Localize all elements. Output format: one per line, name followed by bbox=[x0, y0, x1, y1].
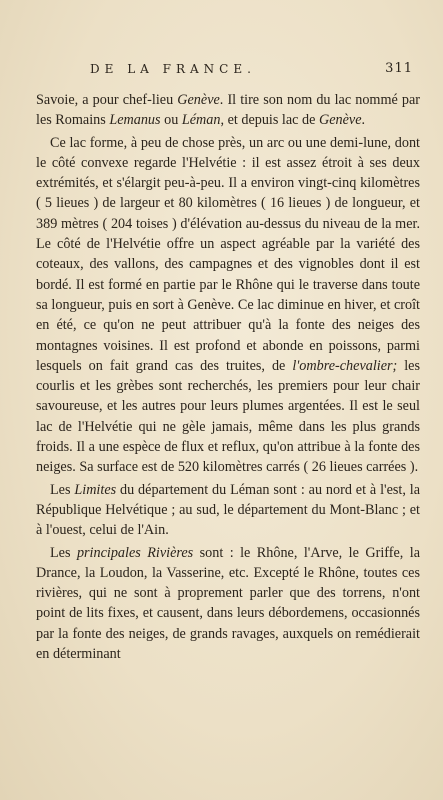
text-run: . bbox=[361, 112, 366, 129]
running-header bbox=[40, 62, 413, 80]
text-run: du département du Léman sont : au nord et à l'est, la République Helvétique ; au sud, le département du Mont-Blanc ; et à l'ouest, celui de l'Ain. bbox=[36, 481, 420, 539]
paragraph-4 bbox=[36, 543, 420, 665]
italic-text: Limites bbox=[74, 481, 117, 498]
italic-text: Léman bbox=[181, 112, 221, 129]
text-run: Savoie, a pour chef-lieu bbox=[36, 92, 178, 108]
italic-text: Lemanus bbox=[109, 112, 161, 129]
text-run: , et depuis lac de bbox=[220, 112, 319, 129]
italic-text: l'ombre-chevalier; bbox=[292, 357, 398, 374]
text-run: Ce lac forme, à peu de chose près, un arc ou une demi-lune, dont le côté convexe regarde l'Helvétie : il est assez étroit à ses deux extrémités, et s'élargit peu-à-peu. Il a environ vingt-cinq kilomètres ( 5 lieues ) de largeur et 80 kilomètres ( 16 lieues ) de longueur, et 389 mètres ( 204 toises ) d'élévation au-dessus du niveau de la mer. Le côté de l'Helvétie offre un aspect agréable par la variété des coteaux, des vallons, des campagnes et des vignobles dont il est bordé. Il est formé en partie par le Rhône qui le traverse dans toute sa longueur, puis en sort à Genève. Ce lac diminue en hiver, et croît en été, ce qu'on ne peut attribuer qu'à la fonte des neiges des montagnes voisines. Il est profond et abonde en poissons, parmi lesquels on fait grand cas des truites, de bbox=[36, 134, 420, 374]
text-run: . Il tire son nom du lac nommé par les Romains bbox=[36, 92, 421, 129]
paragraph-3 bbox=[36, 480, 420, 541]
paragraph-1 bbox=[36, 90, 420, 131]
text-run: Les bbox=[50, 544, 77, 561]
italic-text: Genève bbox=[318, 112, 362, 129]
text-run: sont : le Rhône, l'Arve, le Griffe, la Drance, la Loudon, la Vasserine, etc. Excepté le Rhône, toutes ces rivières, qui ne sont à proprement parler que des torrens, n'ont point de lits fixes, et causent, dans leurs débordemens, occasionnés par la fonte des neiges, de grands ravages, auxquels on remédierait en déterminant bbox=[36, 544, 420, 663]
text-run: Les bbox=[50, 481, 75, 498]
italic-text: Genève bbox=[177, 92, 220, 108]
paragraph-2 bbox=[36, 133, 420, 478]
page-number: 311 bbox=[385, 61, 413, 76]
running-title: DE LA FRANCE. bbox=[90, 62, 256, 76]
text-run: ou bbox=[160, 112, 182, 129]
text-run: les courlis et les grèbes sont recherchés, les premiers pour leur chair savoureuse, et les autres pour leurs plumes argentées. Il est le seul lac de l'Helvétie qui ne gèle jamais, même dans les plus grands froids. Il a une espèce de flux et reflux, qu'on attribue à la fonte des neiges. Sa surface est de 520 kilomètres carrés ( 26 lieues carrées ). bbox=[36, 357, 420, 476]
italic-text: principales Rivières bbox=[76, 544, 194, 561]
body-text bbox=[36, 90, 420, 666]
